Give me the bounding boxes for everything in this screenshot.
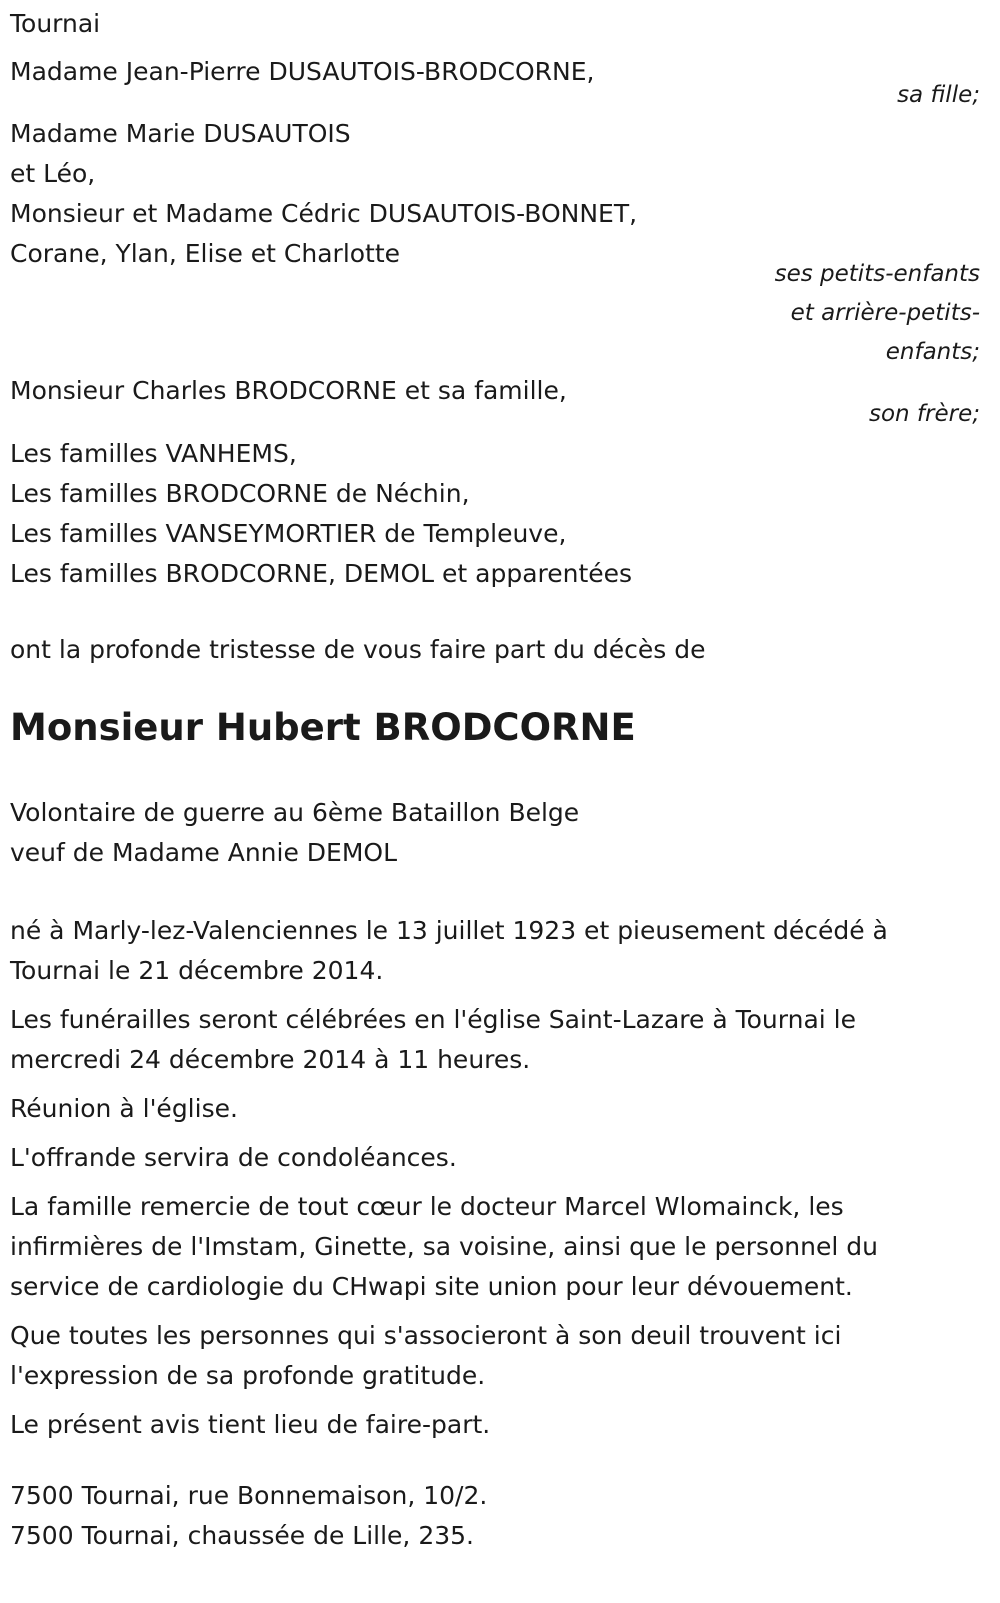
birth-death-paragraph: né à Marly-lez-Valenciennes le 13 juillet 1923 et pieusement décédé à Tournai le 21 décembre 2014. [10, 916, 888, 985]
brother-relation [869, 395, 980, 434]
extended-families [10, 434, 632, 594]
meeting-paragraph: Réunion à l'église. [10, 1094, 238, 1123]
relation-line: ses petits-enfants [774, 261, 980, 287]
grandchildren-names [10, 114, 637, 274]
addresses [10, 1476, 487, 1556]
offering-paragraph: L'offrande servira de condoléances. [10, 1143, 457, 1172]
announcement-text: ont la profonde tristesse de vous faire part du décès de [10, 635, 706, 664]
funeral-paragraph: Les funérailles seront célébrées en l'église Saint-Lazare à Tournai le mercredi 24 décembre 2014 à 11 heures. [10, 1005, 856, 1074]
relation-line: sa fille; [897, 82, 980, 108]
relation-line: son frère; [868, 401, 980, 427]
family-line: Les familles BRODCORNE, DEMOL et apparentées [10, 559, 633, 588]
grandchild-line: et Léo, [10, 159, 96, 188]
address-line: 7500 Tournai, chaussée de Lille, 235. [10, 1521, 474, 1550]
relation-line: enfants; [885, 339, 980, 365]
daughter-name: Madame Jean-Pierre DUSAUTOIS-BRODCORNE, [10, 57, 595, 86]
obituary-body [10, 911, 970, 1445]
detail-line: veuf de Madame Annie DEMOL [10, 838, 398, 867]
grandchildren-relation [775, 255, 980, 372]
thanks-paragraph: La famille remercie de tout cœur le docteur Marcel Wlomainck, les infirmières de l'Imstam, Ginette, sa voisine, ainsi que le personnel du service de cardiologie du CHwapi site union pour leur dévouement. [10, 1192, 878, 1301]
notice-paragraph: Le présent avis tient lieu de faire-part. [10, 1410, 491, 1439]
gratitude-paragraph: Que toutes les personnes qui s'associeront à son deuil trouvent ici l'expression de sa profonde gratitude. [10, 1321, 842, 1390]
family-line: Les familles VANSEYMORTIER de Templeuve, [10, 519, 567, 548]
deceased-details [10, 793, 579, 873]
deceased-name: Monsieur Hubert BRODCORNE [10, 706, 636, 749]
relation-line: et arrière-petits- [790, 300, 980, 326]
grandchild-line: Monsieur et Madame Cédric DUSAUTOIS-BONNET, [10, 199, 638, 228]
brother-name: Monsieur Charles BRODCORNE et sa famille, [10, 376, 567, 405]
family-line: Les familles VANHEMS, [10, 439, 297, 468]
grandchild-line: Madame Marie DUSAUTOIS [10, 119, 351, 148]
daughter-relation [897, 76, 980, 115]
family-line: Les familles BRODCORNE de Néchin, [10, 479, 470, 508]
detail-line: Volontaire de guerre au 6ème Bataillon Belge [10, 798, 580, 827]
city-heading: Tournai [10, 9, 101, 38]
grandchild-line: Corane, Ylan, Elise et Charlotte [10, 239, 401, 268]
address-line: 7500 Tournai, rue Bonnemaison, 10/2. [10, 1481, 488, 1510]
